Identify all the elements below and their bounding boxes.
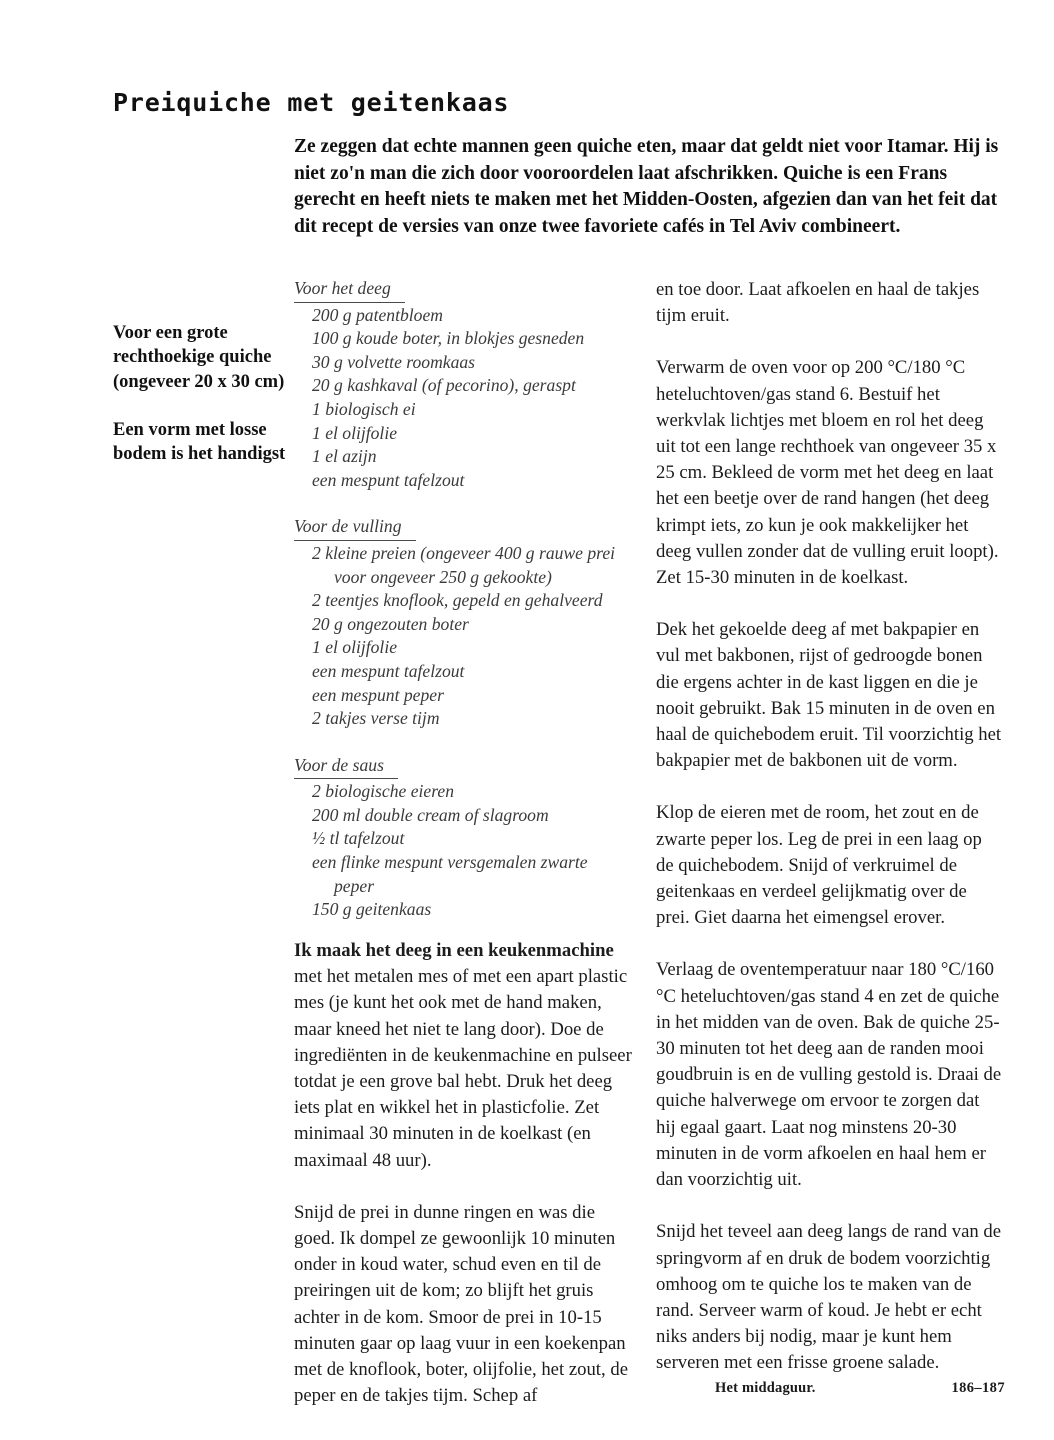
method-paragraph: Verlaag de oventemperatuur naar 180 °C/160 °C heteluchtoven/gas stand 4 en zet de quiche in het midden van de oven. Bak de quiche 25-30 minuten tot het deeg aan de randen mooi goudbruin is en de vulling gestold is. Draai de quiche halverwege om ervoor te zorgen dat hij egaal gaart. Laat nog minstens 20-30 minuten in de vorm afkoelen en haal hem er dan voorzichtig uit. <box>656 959 1002 1191</box>
ingredient-item: een mespunt tafelzout <box>312 660 465 681</box>
ingredient-item: 20 g ongezouten boter <box>312 613 469 634</box>
footer-chapter-name: Het middaguur. <box>715 1380 816 1396</box>
ingredient-items <box>294 304 634 493</box>
ingredient-item: een mespunt tafelzout <box>312 469 465 490</box>
ingredient-item: 1 el olijfolie <box>312 422 398 443</box>
ingredient-group-dough <box>294 277 634 492</box>
ingredient-item: 1 biologisch ei <box>312 398 416 419</box>
ingredient-item: 30 g volvette roomkaas <box>312 351 476 372</box>
ingredient-item: 100 g koude boter, in blokjes gesneden <box>312 328 585 349</box>
margin-note <box>113 321 288 467</box>
ingredient-item: 150 g geitenkaas <box>312 899 432 920</box>
margin-note-yield: Voor een grote rechthoekige quiche (ongeveer 20 x 30 cm) <box>113 323 285 392</box>
ingredient-item-text: 2 kleine preien (ongeveer 400 g rauwe prei <box>312 542 616 563</box>
method-column-right <box>656 277 1002 1377</box>
method-paragraph: Verwarm de oven voor op 200 °C/180 °C heteluchtoven/gas stand 6. Bestuif het werkvlak lichtjes met bloem en rol het deeg uit tot een lange rechthoek van ongeveer 35 x 25 cm. Bekleed de vorm met het deeg en laat het een beetje over de rand hangen (het deeg krimpt iets, zo kun je ook makkelijker het deeg vullen zonder dat de vulling eruit loopt). Zet 15-30 minuten in de koelkast. <box>656 357 999 589</box>
method-paragraph: Snijd de prei in dunne ringen en was die goed. Ik dompel ze gewoonlijk 10 minuten onder in koud water, schud even en til de preiringen uit de kom; zo blijft het gruis achter in de kom. Smoor de prei in 10-15 minuten gaar op laag vuur in een koekenpan met de knoflook, boter, olijfolie, het zout, de peper en de takjes tijm. Schep af <box>294 1201 628 1407</box>
method-paragraph-text: met het metalen mes of met een apart plastic mes (je kunt het ook met de hand maken, maar kneed het niet te lang door). Doe de ingrediënten in de keukenmachine en pulseer totdat je een grove bal hebt. Druk het deeg iets plat en wikkel het in plasticfolie. Zet minimaal 30 minuten in de koelkast (en maximaal 48 uur). <box>294 966 632 1171</box>
method-paragraph <box>294 938 636 1174</box>
ingredient-item-continuation: peper <box>334 875 375 896</box>
method-paragraph: Snijd het teveel aan deeg langs de rand van de springvorm af en druk de bodem voorzichtig omhoog om te quiche los te maken van de rand. Serveer warm of koud. Je hebt er echt niks anders bij nodig, maar je kunt hem serveren met een frisse groene salade. <box>656 1221 1002 1374</box>
ingredient-group-heading: Voor de saus <box>294 754 398 780</box>
method-column-left <box>294 938 636 1409</box>
ingredient-item: een mespunt peper <box>312 684 444 705</box>
method-paragraph: Klop de eieren met de room, het zout en de zwarte peper los. Leg de prei in een laag op de quichebodem. Snijd of verkruimel de geitenkaas en verdeel gelijkmatig over de prei. Giet daarna het eimengsel erover. <box>656 802 982 929</box>
ingredient-item: 20 g kashkaval (of pecorino), geraspt <box>312 375 576 396</box>
ingredient-group-heading: Voor het deeg <box>294 277 405 303</box>
ingredient-item: 2 takjes verse tijm <box>312 708 440 729</box>
method-paragraph: Dek het gekoelde deeg af met bakpapier en vul met bakbonen, rijst of gedroogde bonen die ergens achter in de kast liggen en die je nooit gebruikt. Bak 15 minuten in de oven en haal de quichebodem eruit. Til voorzichtig het bakpapier met de bakbonen uit de vorm. <box>656 619 1002 772</box>
ingredient-item: ½ tl tafelzout <box>312 828 405 849</box>
ingredient-item <box>294 851 634 898</box>
ingredient-items <box>294 780 634 922</box>
ingredient-group-sauce <box>294 754 634 922</box>
footer-page-numbers: 186–187 <box>951 1380 1005 1396</box>
ingredient-item <box>294 542 634 589</box>
ingredient-item: 2 teentjes knoflook, gepeld en gehalveerd <box>312 590 603 611</box>
intro-paragraph: Ze zeggen dat echte mannen geen quiche eten, maar dat geldt niet voor Itamar. Hij is niet zo'n man die zich door vooroordelen laat afschrikken. Quiche is een Frans gerecht en heeft niets te maken met het Midden-Oosten, afgezien dan van het feit dat dit recept de versies van onze twee favoriete cafés in Tel Aviv combineert. <box>294 136 999 237</box>
ingredient-item: 200 ml double cream of slagroom <box>312 804 549 825</box>
method-lead-in: Ik maak het deeg in een keukenmachine <box>294 940 614 961</box>
ingredient-item: 200 g patentbloem <box>312 304 443 325</box>
ingredient-item: 2 biologische eieren <box>312 781 455 802</box>
ingredient-item-continuation: voor ongeveer 250 g gekookte) <box>334 566 552 587</box>
ingredients-list <box>294 277 634 922</box>
ingredient-group-filling <box>294 515 634 730</box>
ingredient-group-heading: Voor de vulling <box>294 515 416 541</box>
ingredient-items <box>294 542 634 731</box>
margin-note-tin: Een vorm met losse bodem is het handigst <box>113 420 286 465</box>
ingredient-item: 1 el azijn <box>312 446 377 467</box>
page-title: Preiquiche met geitenkaas <box>113 87 510 117</box>
ingredient-item-text: een flinke mespunt versgemalen zwarte <box>312 852 588 873</box>
method-paragraph: en toe door. Laat afkoelen en haal de takjes tijm eruit. <box>656 279 980 327</box>
page-footer <box>715 1380 1005 1397</box>
ingredient-item: 1 el olijfolie <box>312 637 398 658</box>
